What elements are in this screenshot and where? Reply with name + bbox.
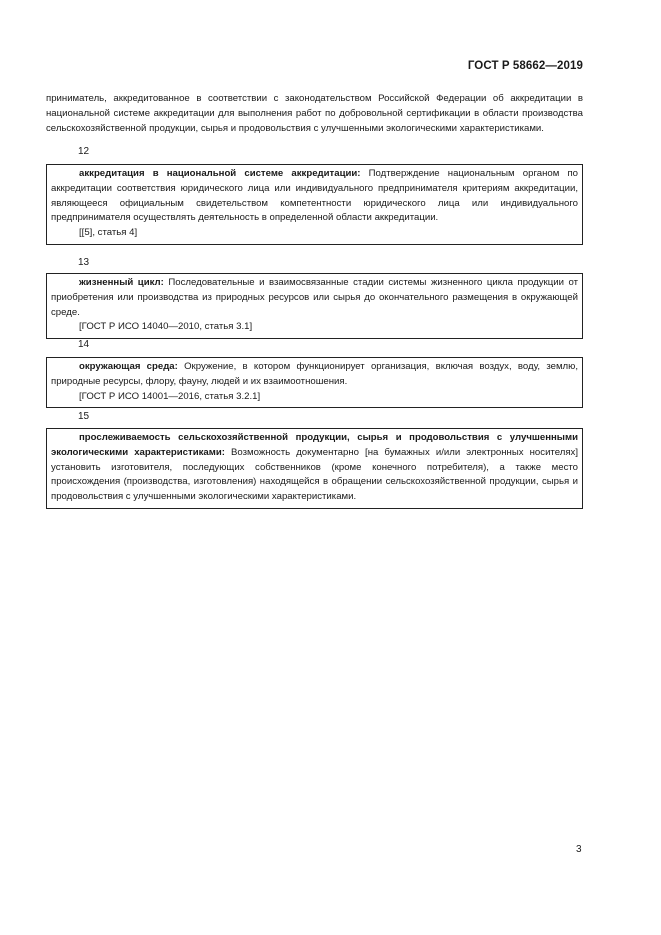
continuation-paragraph: приниматель, аккредитованное в соответствии с законодательством Российской Федерации об аккредитации в национальной системе аккредитации для выполнения работ по добровольной сертификации в области производства сельскохозяйственной продукции, сырья и продовольствия с улучшенными экологическими характеристиками. bbox=[46, 93, 583, 134]
term-number: 12 bbox=[78, 146, 90, 157]
term-entry-box bbox=[46, 164, 583, 245]
term-number: 15 bbox=[78, 411, 90, 422]
term-definition: Возможность документарно [на бумажных и/или электронных носителях] установить изготовителя, последующих собственников (кроме конечного потребителя), а также место происхождения (производства, изготовления) находящейся в обращении сельскохозяйственной продукции, сырья и продовольствия с улучшенными экологическими характеристиками. bbox=[51, 446, 578, 503]
term-body bbox=[51, 167, 578, 226]
page-number: 3 bbox=[576, 844, 582, 855]
term-definition: Окружение, в котором функционирует организация, включая воздух, воду, землю, природные ресурсы, флору, фауну, людей и их взаимоотношения. bbox=[51, 361, 578, 387]
term-number: 14 bbox=[78, 339, 90, 350]
term-body bbox=[51, 431, 578, 505]
term-name: жизненный цикл: bbox=[79, 277, 164, 288]
term-name: окружающая среда: bbox=[79, 361, 178, 372]
term-name: аккредитация в национальной системе аккредитации: bbox=[79, 168, 361, 179]
term-source: [[5], статья 4] bbox=[79, 227, 138, 239]
term-entry-box bbox=[46, 428, 583, 509]
term-entry-box bbox=[46, 273, 583, 339]
term-entry-box bbox=[46, 357, 583, 408]
term-definition: Подтверждение национальным органом по аккредитации соответствия юридического лица или индивидуального предпринимателя критериям аккредитации, являющееся официальным свидетельством компетентности юридического лица или индивидуального предпринимателя осуществлять деятельность в определенной области аккредитации. bbox=[51, 168, 578, 224]
term-name: прослеживаемость сельскохозяйственной продукции, сырья и продовольствия с улучшенными экологическими характеристиками: bbox=[51, 432, 578, 458]
term-source: [ГОСТ Р ИСО 14001—2016, статья 3.2.1] bbox=[79, 390, 261, 402]
term-number: 13 bbox=[78, 257, 90, 268]
term-definition: Последовательные и взаимосвязанные стадии системы жизненного цикла продукции от приобретения или производства из природных ресурсов или сырья до окончательного размещения в окружающей среде. bbox=[51, 277, 579, 318]
term-body bbox=[51, 276, 578, 320]
term-source: [ГОСТ Р ИСО 14040—2010, статья 3.1] bbox=[79, 321, 253, 333]
document-code-header: ГОСТ Р 58662—2019 bbox=[467, 60, 583, 72]
term-body bbox=[51, 360, 578, 390]
